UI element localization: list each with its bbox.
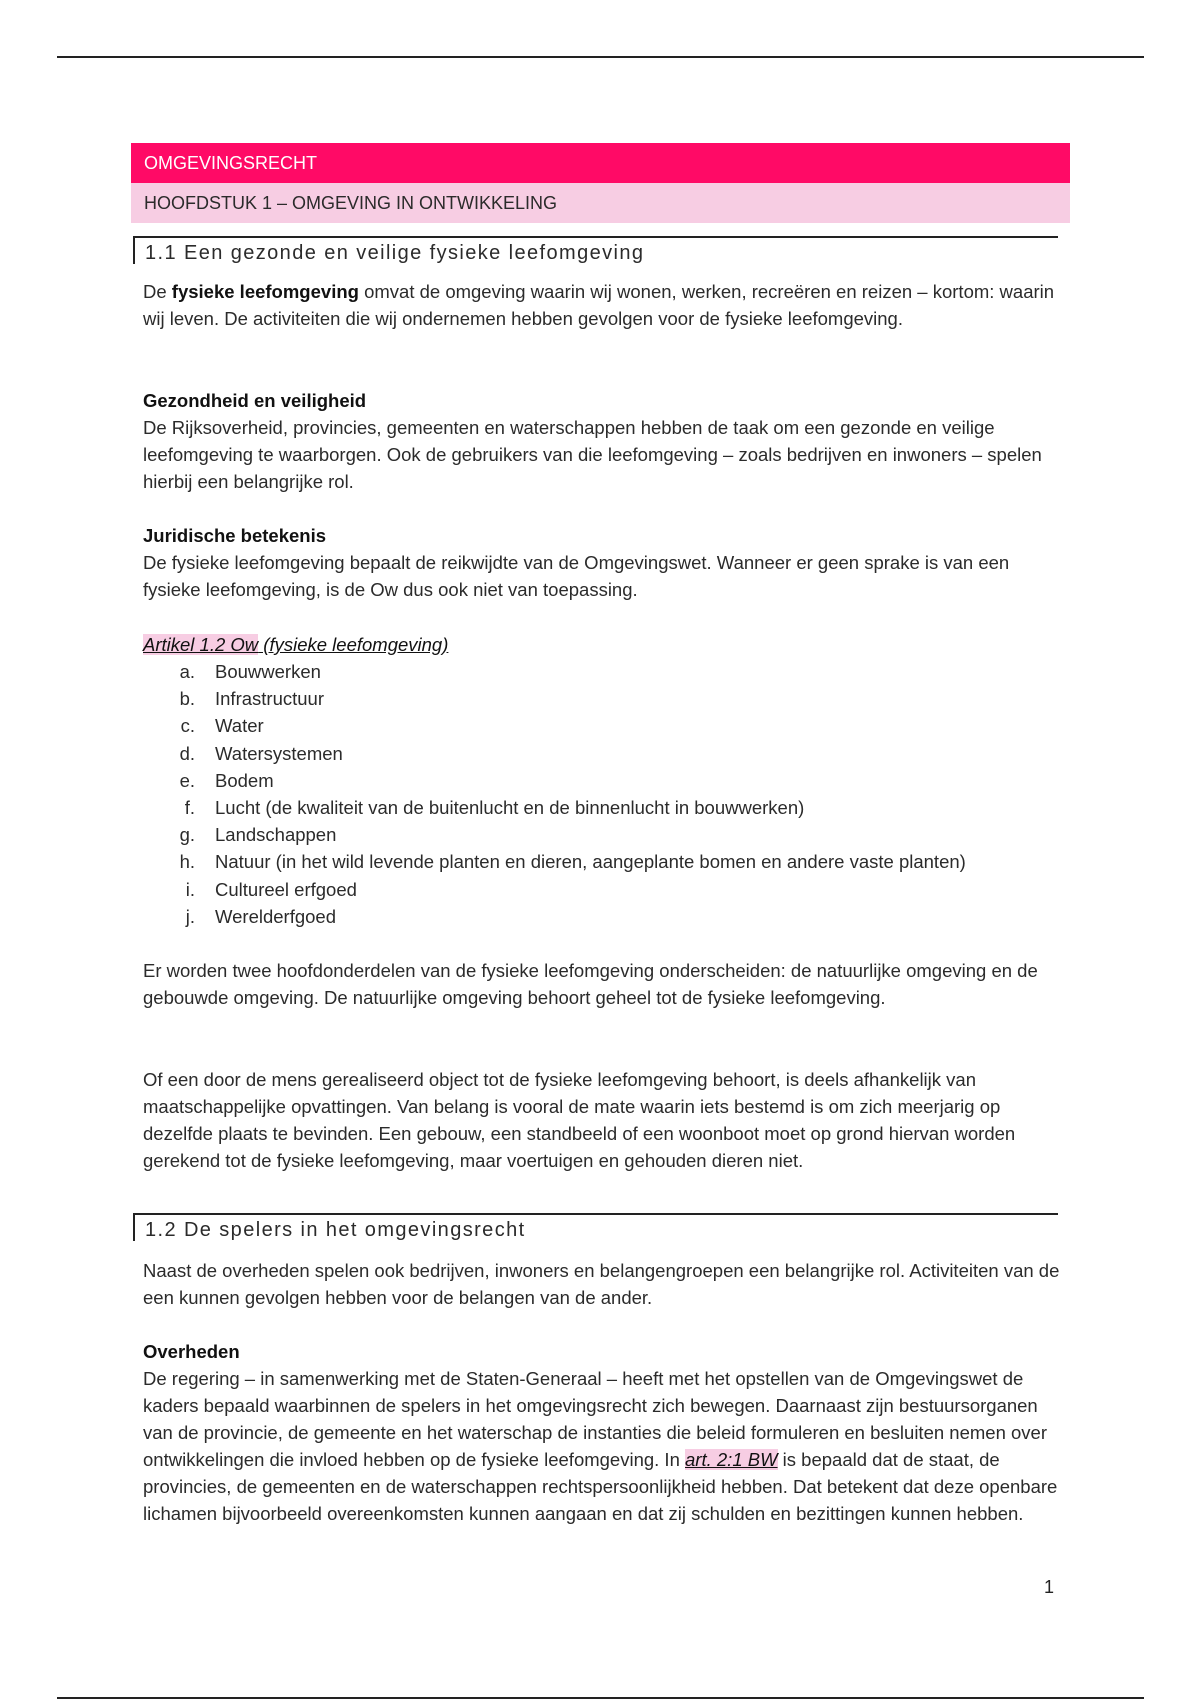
list-marker: e. bbox=[179, 769, 195, 791]
list-marker: j. bbox=[185, 905, 195, 927]
article-1-2-list bbox=[143, 658, 966, 930]
list-item bbox=[143, 794, 966, 821]
list-item-text: Werelderfgoed bbox=[215, 905, 337, 927]
list-item bbox=[143, 821, 966, 848]
article-1-2-ow-link[interactable]: Artikel 1.2 Ow bbox=[143, 634, 259, 655]
course-title-band: OMGEVINGSRECHT bbox=[131, 143, 1070, 183]
paragraph-overheden bbox=[143, 1365, 1063, 1527]
top-rule bbox=[57, 56, 1144, 58]
list-item-text: Lucht (de kwaliteit van de buitenlucht en de binnenlucht in bouwwerken) bbox=[215, 797, 805, 819]
paragraph-juridische-betekenis: De fysieke leefomgeving bepaalt de reikwijdte van de Omgevingswet. Wanneer er geen sprake is van een fysieke leefomgeving, is de Ow dus ook niet van toepassing. bbox=[143, 552, 1010, 600]
art-2-1-bw-link[interactable]: art. 2:1 BW bbox=[685, 1449, 778, 1470]
list-item-text: Cultureel erfgoed bbox=[215, 878, 357, 900]
list-marker: a. bbox=[179, 661, 195, 682]
list-marker: d. bbox=[179, 742, 195, 764]
overheden-text-before: De regering – in samenwerking met de Staten-Generaal – heeft met het opstellen van de Omgevingswet de kaders bepaald waarbinnen de spelers in het omgevingsrecht zich bewegen. Daarnaast zijn bestuursorganen van de provincie, de gemeente en het waterschap de instanties die beleid formuleren en besluiten nemen over ontwikkelingen die invloed hebben op de fysieke leefomgeving. In bbox=[143, 1368, 1047, 1470]
list-item bbox=[143, 685, 966, 712]
intro-rest: omvat de omgeving waarin wij wonen, werken, recreëren en reizen – kortom: waarin wij leven. De activiteiten die wij ondernemen hebben gevolgen voor de fysieke leefomgeving. bbox=[143, 281, 1055, 329]
overheden-text-after: is bepaald dat de staat, de provincies, de gemeenten en de waterschappen rechtspersoonlijkheid hebben. Dat betekent dat deze openbare lichamen bijvoorbeeld overeenkomsten kunnen aangaan en dat zij schulden en bezittingen kunnen hebben. bbox=[143, 1449, 1058, 1524]
heading-juridische-betekenis: Juridische betekenis bbox=[143, 525, 327, 546]
list-marker: f. bbox=[184, 797, 195, 819]
list-item bbox=[143, 876, 966, 903]
intro-paragraph bbox=[143, 278, 1063, 332]
paragraph-gerealiseerd-object: Of een door de mens gerealiseerd object tot de fysieke leefomgeving behoort, is deels afhankelijk van maatschappelijke opvattingen. Van belang is vooral de mate waarin iets bestemd is om zich meerjarig op dezelfde plaats te bevinden. Een gebouw, een standbeeld of een woonboot moet op grond hiervan worden gerekend tot de fysieke leefomgeving, maar voertuigen en gehouden dieren niet. bbox=[143, 1069, 1016, 1171]
list-item-text: Infrastructuur bbox=[215, 688, 324, 710]
list-item-text: Bodem bbox=[215, 769, 274, 791]
list-marker: g. bbox=[179, 824, 195, 846]
section-heading-1-2: 1.2 De spelers in het omgevingsrecht bbox=[133, 1213, 1058, 1241]
heading-overheden: Overheden bbox=[143, 1341, 240, 1362]
list-item bbox=[143, 658, 966, 685]
list-item-text: Bouwwerken bbox=[215, 661, 321, 682]
article-reference-line bbox=[143, 631, 448, 658]
list-item-text: Water bbox=[215, 715, 264, 737]
section-heading-1-1: 1.1 Een gezonde en veilige fysieke leefomgeving bbox=[133, 236, 1058, 264]
heading-gezondheid: Gezondheid en veiligheid bbox=[143, 390, 367, 411]
paragraph-spelers-intro: Naast de overheden spelen ook bedrijven, inwoners en belangengroepen een belangrijke rol. Activiteiten van de een kunnen gevolgen hebben voor de belangen van de ander. bbox=[143, 1260, 1060, 1308]
list-item bbox=[143, 712, 966, 739]
list-marker: h. bbox=[179, 851, 195, 873]
bottom-rule bbox=[57, 1697, 1144, 1699]
term-fysieke-leefomgeving: fysieke leefomgeving bbox=[171, 281, 359, 302]
list-item-text: Watersystemen bbox=[215, 742, 343, 764]
list-marker: c. bbox=[180, 715, 195, 737]
list-item-text: Landschappen bbox=[215, 824, 337, 846]
paragraph-hoofdonderdelen: Er worden twee hoofdonderdelen van de fysieke leefomgeving onderscheiden: de natuurlijke omgeving en de gebouwde omgeving. De natuurlijke omgeving behoort geheel tot de fysieke leefomgeving. bbox=[143, 960, 1038, 1008]
page-number: 1 bbox=[1044, 1577, 1055, 1597]
chapter-title-band: HOOFDSTUK 1 – OMGEVING IN ONTWIKKELING bbox=[131, 183, 1070, 223]
list-item bbox=[143, 767, 966, 794]
list-item bbox=[143, 740, 966, 767]
list-item bbox=[143, 903, 966, 930]
list-item-text: Natuur (in het wild levende planten en dieren, aangeplante bomen en andere vaste planten) bbox=[215, 851, 966, 873]
article-1-2-caption: (fysieke leefomgeving) bbox=[258, 634, 449, 655]
list-marker: b. bbox=[179, 688, 195, 710]
list-item bbox=[143, 848, 966, 875]
intro-prefix: De bbox=[143, 281, 172, 302]
paragraph-gezondheid: De Rijksoverheid, provincies, gemeenten en waterschappen hebben de taak om een gezonde en veilige leefomgeving te waarborgen. Ook de gebruikers van die leefomgeving – zoals bedrijven en inwoners – spelen hierbij een belangrijke rol. bbox=[143, 417, 1042, 492]
list-marker: i. bbox=[185, 878, 195, 900]
